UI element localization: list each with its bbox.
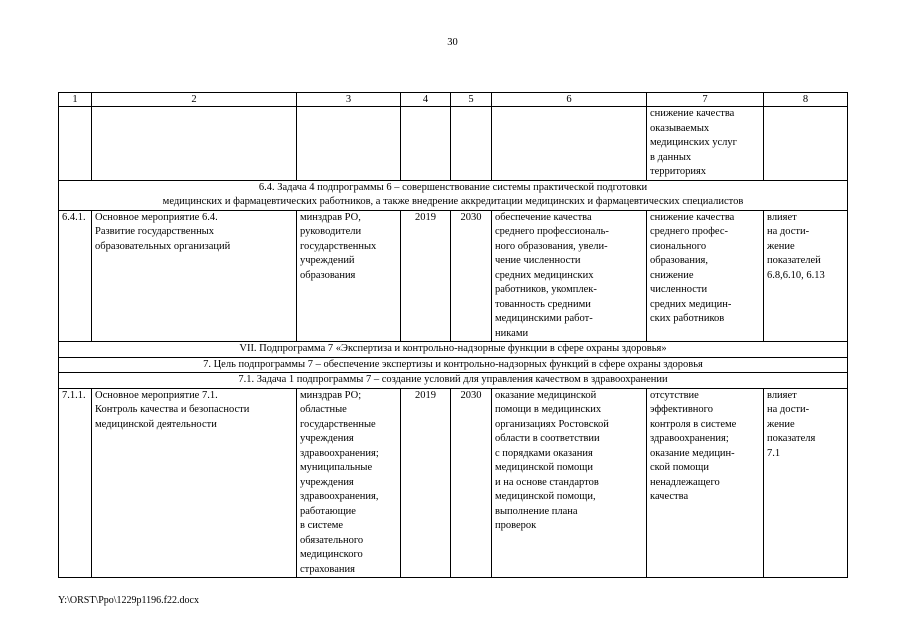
measure-row-641 [59,210,848,342]
text-line: снижение качества [650,108,735,119]
text-line: работников, укомплек- [495,284,597,295]
cell [451,107,492,181]
text-line: помощи в медицинских [495,404,602,415]
text-line: среднего профес- [650,226,728,237]
text-line: обеспечение качества [495,211,592,223]
task-heading-line: 6.4. Задача 4 подпрограммы 6 – совершенствование системы практической подготовки [258,181,648,193]
text-line: в данных [650,151,692,163]
text-line: руководители [300,226,362,237]
text-line: областные [300,404,347,415]
indicator-cell [764,388,848,578]
text-line: работающие [300,505,356,517]
text-line: ской помощи [650,462,709,473]
text-line: образования, [650,255,709,266]
text-line: обязательного [300,534,364,546]
text-line: на дости- [767,226,810,237]
text-line: медицинской деятельности [95,418,217,430]
text-line: отсутствие [650,389,699,401]
task-heading-line: медицинских и фармацевтических работников, а также внедрение аккредитации медицинских и фармацевтических специалистов [162,196,744,207]
text-line: средних медицин- [650,298,732,310]
text-line: в системе [300,520,344,531]
text-line: снижение качества [650,211,735,223]
text-line: влияет [767,211,797,223]
goal-row [59,357,848,373]
executor-cell [297,210,401,342]
text-line: государственные [300,418,376,430]
text-line: территориях [650,166,707,177]
text-line: минздрав РО, [300,211,361,223]
risk-cell [647,107,764,181]
text-line: жение [767,418,795,430]
text-line: ненадлежащего [650,476,720,488]
start-year: 2019 [401,388,451,578]
cell [492,107,647,181]
text-line: снижение [650,269,694,281]
file-path-footer: Y:\ORST\Ppo\1229p1196.f22.docx [58,595,199,606]
text-line: никами [495,327,529,339]
text-line: здравоохранения, [300,491,379,502]
text-line: Контроль качества и безопасности [95,404,250,415]
text-line: качества [650,491,689,502]
result-cell [492,210,647,342]
text-line: Развитие государственных [95,226,214,237]
text-line: чение численности [495,255,581,266]
header-cell: 4 [401,93,451,107]
cell [401,107,451,181]
text-line: образования [300,269,356,281]
text-line: 7.1 [767,447,781,459]
text-line: оказание медицинской [495,389,597,401]
text-line: средних медицинских [495,269,594,281]
goal-heading: 7. Цель подпрограммы 7 – обеспечение экспертизы и контрольно-надзорных функций в сфере охраны здоровья [59,357,848,373]
text-line: ного образования, увели- [495,240,608,252]
header-cell: 5 [451,93,492,107]
measure-row-711 [59,388,848,578]
text-line: области в соответствии [495,433,600,444]
text-line: влияет [767,389,797,401]
text-line: и на основе стандартов [495,476,599,488]
text-line: контроля в системе [650,418,737,430]
text-line: 6.8,6.10, 6.13 [767,269,825,281]
subprogram-row [59,342,848,358]
text-line: жение [767,240,795,252]
header-row [59,93,848,107]
text-line: численности [650,284,708,295]
continuation-row [59,107,848,181]
text-line: ских работников [650,313,725,324]
text-line: здравоохранения; [650,433,729,444]
cell [59,107,92,181]
indicator-cell [764,210,848,342]
text-line: учреждений [300,255,355,266]
row-number: 7.1.1. [59,388,92,578]
text-line: образовательных организаций [95,240,231,252]
text-line: показателя [767,433,816,444]
text-line: проверок [495,520,537,531]
header-cell: 8 [764,93,848,107]
text-line: сионального [650,240,707,252]
task-heading: 7.1. Задача 1 подпрограммы 7 – создание условий для управления качеством в здравоохранении [59,373,848,389]
text-line: минздрав РО; [300,389,362,401]
measures-table [58,92,848,578]
end-year: 2030 [451,388,492,578]
row-number: 6.4.1. [59,210,92,342]
header-cell: 2 [92,93,297,107]
text-line: медицинских услуг [650,137,737,148]
task-heading [59,180,848,210]
text-line: тованность средними [495,298,591,310]
text-line: учреждения [300,476,354,488]
measure-name-cell [92,210,297,342]
text-line: медицинского [300,549,363,560]
header-cell: 7 [647,93,764,107]
task-71-row [59,373,848,389]
text-line: страхования [300,563,355,575]
text-line: выполнение плана [495,505,578,517]
cell [764,107,848,181]
text-line: оказываемых [650,122,710,134]
risk-cell [647,210,764,342]
text-line: государственных [300,240,377,252]
text-line: муниципальные [300,462,373,473]
text-line: Основное мероприятие 7.1. [95,389,218,401]
text-line: медицинской помощи [495,462,593,473]
text-line: оказание медицин- [650,447,735,459]
result-cell [492,388,647,578]
text-line: учреждения [300,433,354,444]
text-line: организациях Ростовской [495,418,609,430]
text-line: показателей [767,255,821,266]
end-year: 2030 [451,210,492,342]
text-line: здравоохранения; [300,447,379,459]
measure-name-cell [92,388,297,578]
executor-cell [297,388,401,578]
text-line: эффективного [650,404,713,415]
cell [92,107,297,181]
risk-cell [647,388,764,578]
page-number: 30 [447,37,458,48]
text-line: среднего профессиональ- [495,226,609,237]
text-line: Основное мероприятие 6.4. [95,211,218,223]
text-line: на дости- [767,404,810,415]
header-cell: 3 [297,93,401,107]
text-line: медицинской помощи, [495,491,596,502]
text-line: медицинскими работ- [495,313,593,324]
text-line: с порядками оказания [495,447,593,459]
start-year: 2019 [401,210,451,342]
cell [297,107,401,181]
task-64-row [59,180,848,210]
header-cell: 6 [492,93,647,107]
header-cell: 1 [59,93,92,107]
subprogram-heading: VII. Подпрограмма 7 «Экспертиза и контрольно-надзорные функции в сфере охраны здоровья» [59,342,848,358]
